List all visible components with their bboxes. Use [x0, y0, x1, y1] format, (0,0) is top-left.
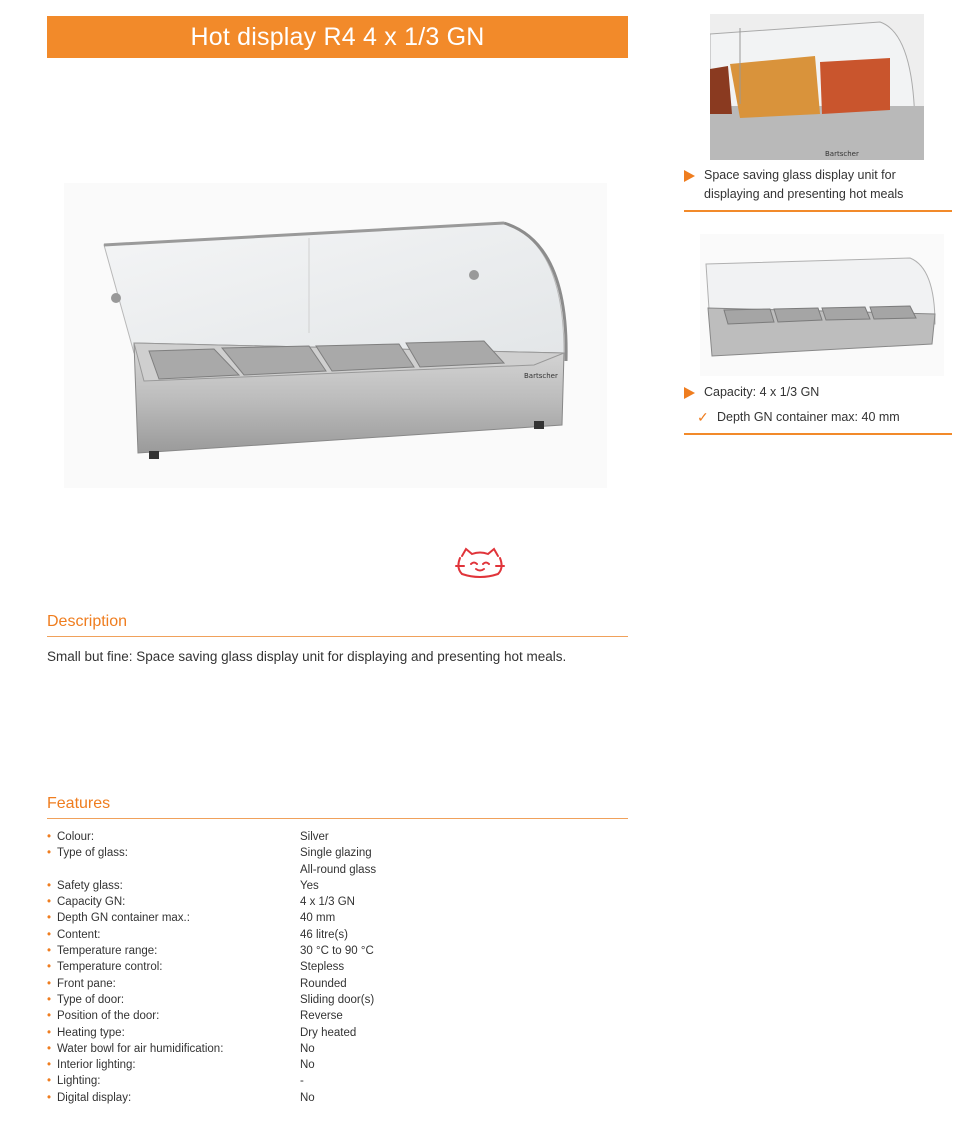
features-list — [47, 829, 647, 1106]
feature-value-line: Sliding door(s) — [300, 993, 375, 1006]
side-note-2-subtext: Depth GN container max: 40 mm — [717, 410, 900, 424]
feature-label — [47, 845, 300, 878]
side-note-1-text: Space saving glass display unit for displaying and presenting hot meals — [704, 168, 904, 201]
side-note-2 — [684, 383, 952, 435]
feature-value — [300, 943, 647, 959]
feature-value-line: Yes — [300, 879, 319, 892]
feature-value — [300, 1073, 647, 1089]
cat-logo-icon — [454, 546, 506, 578]
bullet-icon: • — [47, 896, 52, 909]
feature-label-text: Type of door: — [57, 993, 125, 1006]
feature-value-line: - — [300, 1075, 304, 1088]
feature-value-line: 30 °C to 90 °C — [300, 945, 374, 958]
feature-label — [47, 943, 300, 959]
description-heading-text: Description — [47, 613, 128, 630]
bullet-icon: • — [47, 1042, 52, 1055]
feature-value-line: No — [300, 1042, 315, 1055]
feature-row — [47, 829, 647, 845]
feature-value-line: 40 mm — [300, 912, 336, 925]
feature-label-text: Interior lighting: — [57, 1059, 136, 1072]
feature-label-text: Temperature range: — [57, 945, 158, 958]
feature-value — [300, 1041, 647, 1057]
feature-value — [300, 845, 647, 878]
feature-value — [300, 878, 647, 894]
feature-row — [47, 976, 647, 992]
feature-value — [300, 992, 647, 1008]
feature-label-text: Safety glass: — [57, 879, 123, 892]
feature-label — [47, 1090, 300, 1106]
feature-row — [47, 1073, 647, 1089]
bullet-icon: • — [47, 879, 52, 892]
feature-value-line: No — [300, 1059, 315, 1072]
bullet-icon: • — [47, 1091, 52, 1104]
bullet-icon: • — [47, 977, 52, 990]
feature-row — [47, 1025, 647, 1041]
feature-row — [47, 1090, 647, 1106]
feature-label — [47, 976, 300, 992]
feature-label — [47, 878, 300, 894]
feature-label — [47, 1057, 300, 1073]
feature-label — [47, 1025, 300, 1041]
feature-label — [47, 1008, 300, 1024]
feature-value — [300, 927, 647, 943]
feature-label — [47, 1041, 300, 1057]
feature-value — [300, 910, 647, 926]
feature-label-text: Depth GN container max.: — [57, 912, 190, 925]
bullet-icon: • — [47, 1026, 52, 1039]
feature-value — [300, 1025, 647, 1041]
feature-value-line: All-round glass — [300, 863, 377, 876]
feature-row — [47, 845, 647, 878]
feature-row — [47, 927, 647, 943]
feature-value — [300, 1057, 647, 1073]
feature-row — [47, 959, 647, 975]
feature-label — [47, 1073, 300, 1089]
checkmark-icon: ✓ — [697, 409, 709, 425]
feature-label-text: Heating type: — [57, 1026, 125, 1039]
feature-label-text: Position of the door: — [57, 1010, 160, 1023]
feature-label-text: Front pane: — [57, 977, 116, 990]
feature-label — [47, 992, 300, 1008]
feature-label — [47, 894, 300, 910]
bullet-icon: • — [47, 961, 52, 974]
bullet-icon: • — [47, 912, 52, 925]
feature-label-text: Lighting: — [57, 1075, 101, 1088]
bullet-icon: • — [47, 945, 52, 958]
feature-label-text: Water bowl for air humidification: — [57, 1042, 224, 1055]
feature-value — [300, 1090, 647, 1106]
triangle-bullet-icon — [684, 170, 695, 182]
page-title — [47, 16, 628, 58]
feature-row — [47, 910, 647, 926]
feature-label — [47, 829, 300, 845]
bullet-icon: • — [47, 1059, 52, 1072]
feature-value-line: 46 litre(s) — [300, 928, 348, 941]
feature-label — [47, 927, 300, 943]
feature-value — [300, 1008, 647, 1024]
description-heading — [47, 613, 628, 637]
feature-row — [47, 1008, 647, 1024]
feature-label-text: Capacity GN: — [57, 896, 126, 909]
bullet-icon: • — [47, 1075, 52, 1088]
hot-display-food-photo — [710, 14, 924, 160]
hot-display-containers-photo — [700, 234, 944, 376]
feature-value — [300, 894, 647, 910]
triangle-bullet-icon — [684, 387, 695, 399]
feature-value-line: 4 x 1/3 GN — [300, 896, 355, 909]
feature-label — [47, 910, 300, 926]
feature-value-line: Dry heated — [300, 1026, 357, 1039]
brand-mark-side: Bartscher — [825, 150, 859, 158]
feature-row — [47, 894, 647, 910]
features-heading-text: Features — [47, 795, 111, 812]
feature-label-text: Temperature control: — [57, 961, 163, 974]
description-text: Small but fine: Space saving glass display unit for displaying and presenting hot meals. — [47, 649, 567, 664]
feature-row — [47, 1057, 647, 1073]
feature-label-text: Colour: — [57, 831, 95, 843]
brand-mark: Bartscher — [524, 372, 558, 380]
bullet-icon: • — [47, 928, 52, 941]
feature-row — [47, 943, 647, 959]
feature-value — [300, 829, 647, 845]
feature-value-line: No — [300, 1091, 315, 1104]
bullet-icon: • — [47, 847, 52, 860]
feature-value-line: Single glazing — [300, 847, 372, 860]
feature-label-text: Type of glass: — [57, 847, 128, 860]
bullet-icon: • — [47, 993, 52, 1006]
feature-row — [47, 992, 647, 1008]
feature-label-text: Content: — [57, 928, 101, 941]
side-note-2-text: Capacity: 4 x 1/3 GN — [704, 385, 820, 399]
bullet-icon: • — [47, 831, 52, 843]
feature-value — [300, 959, 647, 975]
feature-label — [47, 959, 300, 975]
feature-row — [47, 878, 647, 894]
feature-value-line: Silver — [300, 831, 329, 843]
feature-value-line: Rounded — [300, 977, 347, 990]
features-heading — [47, 795, 628, 819]
feature-value-line: Stepless — [300, 961, 345, 974]
product-photo — [64, 183, 607, 488]
bullet-icon: • — [47, 1010, 52, 1023]
feature-value-line: Reverse — [300, 1010, 343, 1023]
feature-label-text: Digital display: — [57, 1091, 132, 1104]
page-title-text: Hot display R4 4 x 1/3 GN — [190, 22, 485, 51]
side-note-1 — [684, 166, 952, 212]
feature-row — [47, 1041, 647, 1057]
feature-value — [300, 976, 647, 992]
